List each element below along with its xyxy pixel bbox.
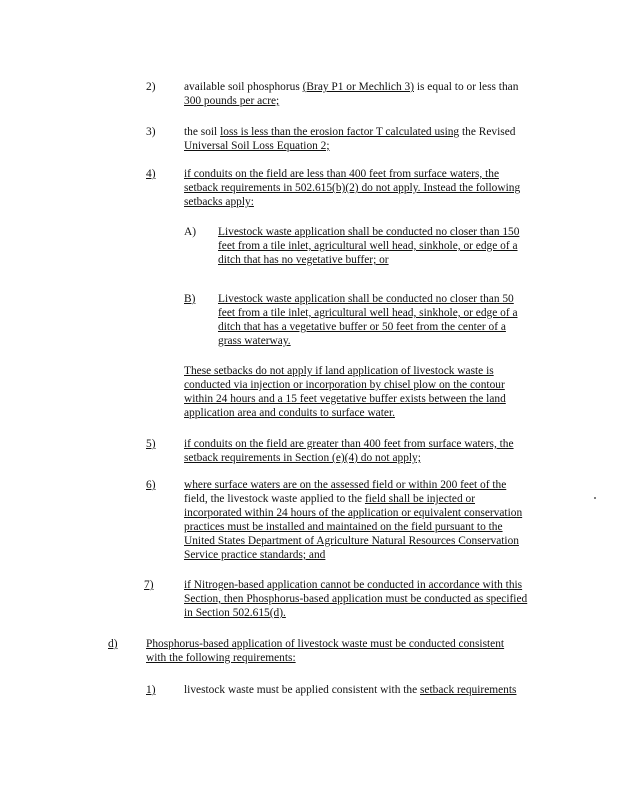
text-run: setback requirements in 502.615(b)(2) do not apply. Instead the following bbox=[184, 182, 521, 194]
text-line bbox=[184, 80, 554, 94]
item-number: 7) bbox=[144, 579, 154, 591]
text-line bbox=[184, 181, 554, 195]
text-run: setbacks apply: bbox=[184, 196, 254, 208]
item-number: 2) bbox=[146, 81, 156, 93]
text-run: field shall be injected or bbox=[364, 493, 476, 505]
text-run: field, the livestock waste applied to the bbox=[184, 493, 365, 505]
text-run: practices must be installed and maintained on the field pursuant to the bbox=[184, 521, 503, 533]
text-run: application area and conduits to surface water. bbox=[184, 407, 395, 419]
text-run: Phosphorus-based application of livestock waste must be conducted consistent bbox=[146, 638, 505, 650]
text-run: Livestock waste application shall be conducted no closer than 150 bbox=[218, 226, 520, 238]
text-run: (Bray P1 or Mechlich 3) bbox=[302, 81, 414, 93]
text-run: feet from a tile inlet, agricultural well head, sinkhole, or edge of a bbox=[218, 307, 518, 319]
text-line bbox=[218, 320, 548, 334]
setback-exception-paragraph bbox=[184, 364, 554, 420]
sub-item-letter: B) bbox=[184, 293, 196, 305]
text-run: the soil bbox=[184, 126, 221, 138]
text-run: Universal Soil Loss Equation 2; bbox=[184, 140, 330, 152]
text-run: available soil phosphorus bbox=[184, 81, 303, 93]
text-line bbox=[146, 637, 546, 651]
list-item-paragraph bbox=[184, 437, 554, 465]
sub-item-paragraph bbox=[218, 292, 548, 348]
text-run: grass waterway. bbox=[218, 335, 291, 347]
text-run: conducted via injection or incorporation by chisel plow on the contour bbox=[184, 379, 505, 391]
text-run: United States Department of Agriculture Natural Resources Conservation bbox=[184, 535, 519, 547]
text-line bbox=[218, 306, 548, 320]
text-line bbox=[218, 334, 548, 348]
list-item-paragraph bbox=[184, 478, 554, 562]
list-item-paragraph bbox=[184, 125, 554, 153]
text-line bbox=[184, 392, 554, 406]
text-line bbox=[184, 578, 554, 592]
sub-item-paragraph bbox=[218, 225, 548, 267]
text-run: within 24 hours and a 15 feet vegetative buffer exists between the land bbox=[184, 393, 506, 405]
text-run: incorporated within 24 hours of the application or equivalent conservation bbox=[184, 507, 523, 519]
text-line bbox=[218, 253, 548, 267]
sub-item-letter: A) bbox=[184, 226, 197, 238]
text-run: the Revised bbox=[459, 126, 516, 138]
text-run: feet from a tile inlet, agricultural well head, sinkhole, or edge of a bbox=[218, 240, 518, 252]
item-number: 5) bbox=[146, 438, 156, 450]
text-run: Livestock waste application shall be conducted no closer than 50 bbox=[218, 293, 514, 305]
text-line bbox=[184, 506, 554, 520]
list-item-paragraph bbox=[184, 167, 554, 209]
text-run: ditch that has no vegetative buffer; or bbox=[218, 254, 389, 266]
text-run: in Section 502.615(d). bbox=[184, 607, 286, 619]
text-run: 300 pounds per acre; bbox=[184, 95, 280, 107]
text-run: livestock waste must be applied consistent with the bbox=[184, 684, 420, 696]
text-line bbox=[184, 437, 554, 451]
text-line bbox=[184, 378, 554, 392]
list-item-paragraph bbox=[184, 683, 554, 697]
text-line bbox=[184, 606, 554, 620]
section-paragraph bbox=[146, 637, 546, 665]
text-line bbox=[218, 292, 548, 306]
text-run: if Nitrogen-based application cannot be conducted in accordance with this bbox=[184, 579, 523, 591]
text-line bbox=[184, 125, 554, 139]
text-line bbox=[184, 520, 554, 534]
text-run: is equal to or less than bbox=[414, 81, 519, 93]
section-letter: d) bbox=[108, 638, 118, 650]
item-number: 3) bbox=[146, 126, 156, 138]
text-run: Service practice standards; and bbox=[184, 549, 326, 561]
text-run: These setbacks do not apply if land application of livestock waste is bbox=[184, 365, 494, 377]
text-line bbox=[184, 478, 554, 492]
text-line bbox=[184, 492, 554, 506]
text-run: setback requirements bbox=[420, 684, 517, 696]
text-line bbox=[184, 139, 554, 153]
item-number: 1) bbox=[146, 684, 156, 696]
text-line bbox=[184, 548, 554, 562]
text-line bbox=[218, 239, 548, 253]
item-number: 4) bbox=[146, 168, 156, 180]
text-line bbox=[184, 364, 554, 378]
text-line bbox=[184, 451, 554, 465]
text-run: Section, then Phosphorus-based application must be conducted as specified bbox=[184, 593, 528, 605]
text-line bbox=[184, 94, 554, 108]
list-item-paragraph bbox=[184, 578, 554, 620]
text-run: where surface waters are on the assessed field or within 200 feet of the bbox=[184, 479, 507, 491]
text-run: loss is less than the erosion factor T calculated using bbox=[220, 126, 460, 138]
text-line bbox=[184, 167, 554, 181]
text-line bbox=[184, 534, 554, 548]
list-item-paragraph bbox=[184, 80, 554, 108]
item-number: 6) bbox=[146, 479, 156, 491]
text-run: setback requirements in Section (e)(4) do not apply; bbox=[184, 452, 421, 464]
text-line bbox=[184, 683, 554, 697]
text-line bbox=[184, 406, 554, 420]
text-run: if conduits on the field are less than 400 feet from surface waters, the bbox=[184, 168, 500, 180]
scan-speck bbox=[594, 497, 596, 499]
text-run: ditch that has a vegetative buffer or 50 feet from the center of a bbox=[218, 321, 506, 333]
text-line bbox=[184, 195, 554, 209]
text-run: with the following requirements: bbox=[146, 652, 296, 664]
text-line bbox=[146, 651, 546, 665]
text-line bbox=[218, 225, 548, 239]
text-run: if conduits on the field are greater than 400 feet from surface waters, the bbox=[184, 438, 514, 450]
text-line bbox=[184, 592, 554, 606]
